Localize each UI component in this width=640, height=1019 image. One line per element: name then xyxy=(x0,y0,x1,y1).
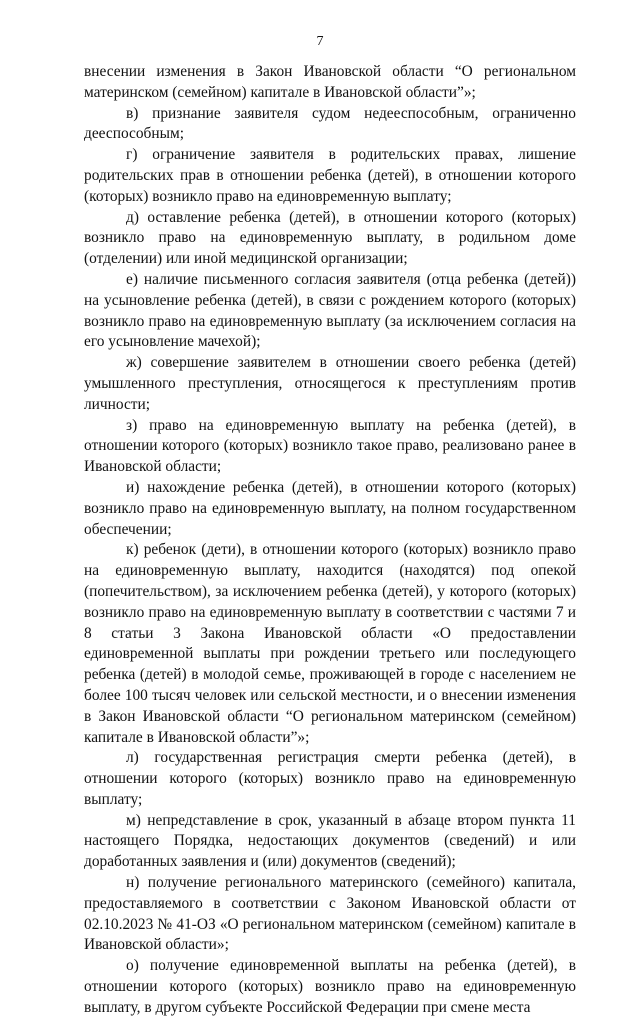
paragraph-item-zh: ж) совершение заявителем в отношении своего ребенка (детей) умышленного преступления, относящегося к преступлениям против личности; xyxy=(84,354,576,413)
paragraph-item-g: г) ограничение заявителя в родительских правах, лишение родительских прав в отношении ребенка (детей), в отношении которого (которых) возникло право на единовременную выплату; xyxy=(84,146,576,205)
page-number: 7 xyxy=(316,34,324,49)
paragraph-item-z: з) право на единовременную выплату на ребенка (детей), в отношении которого (которых) возникло такое право, реализовано ранее в Ивановской области; xyxy=(84,416,576,476)
paragraph-item-e: е) наличие письменного согласия заявителя (отца ребенка (детей)) на усыновление ребенка (детей), в связи с рождением которого (которых) возникло право на единовременную выплату (за исключением согласия на его усыновление мачехой); xyxy=(84,270,576,351)
paragraph-item-d: д) оставление ребенка (детей), в отношении которого (которых) возникло право на единовременную выплату, в родильном доме (отделении) или иной медицинской организации; xyxy=(84,208,576,268)
paragraph-item-m: м) непредставление в срок, указанный в абзаце втором пункта 11 настоящего Порядка, недостающих документов (сведений) и или доработанных заявления и (или) документов (сведений); xyxy=(84,811,576,871)
paragraph-item-o: о) получение единовременной выплаты на ребенка (детей), в отношении которого (которых) возникло право на единовременную выплату, в другом субъекте Российской Федерации при смене места xyxy=(84,957,576,1016)
paragraph-item-v: в) признание заявителя судом недееспособным, ограниченно дееспособным; xyxy=(84,104,576,143)
paragraph-item-l: л) государственная регистрация смерти ребенка (детей), в отношении которого (которых) возникло право на единовременную выплату; xyxy=(84,749,576,808)
paragraph-item-k: к) ребенок (дети), в отношении которого (которых) возникло право на единовременную выплату, находится (находятся) под опекой (попечительством), за исключением ребенка (детей), у которого (которых) возникло право на единовременную выплату в соответствии с частями 7 и 8 статьи 3 Закона Ивановской области «О предоставлении единовременной выплаты при рождении третьего или последующего ребенка (детей) в молодой семье, проживающей в городе с населением не более 100 тысяч человек или сельской местности, и о внесении изменения в Закон Ивановской области “О региональном материнском (семейном) капитале в Ивановской области”»; xyxy=(84,541,576,746)
paragraph-continuation: внесении изменения в Закон Ивановской области “О региональном материнском (семейном) капитале в Ивановской области”»; xyxy=(84,63,576,101)
document-body xyxy=(84,62,576,1019)
paragraph-item-n: н) получение регионального материнского (семейного) капитала, предоставляемого в соответствии с Законом Ивановской области от 02.10.2023 № 41-ОЗ «О региональном материнском (семейном) капитале в Ивановской области»; xyxy=(84,874,576,954)
paragraph-item-i: и) нахождение ребенка (детей), в отношении которого (которых) возникло право на единовременную выплату, на полном государственном обеспечении; xyxy=(84,478,576,538)
